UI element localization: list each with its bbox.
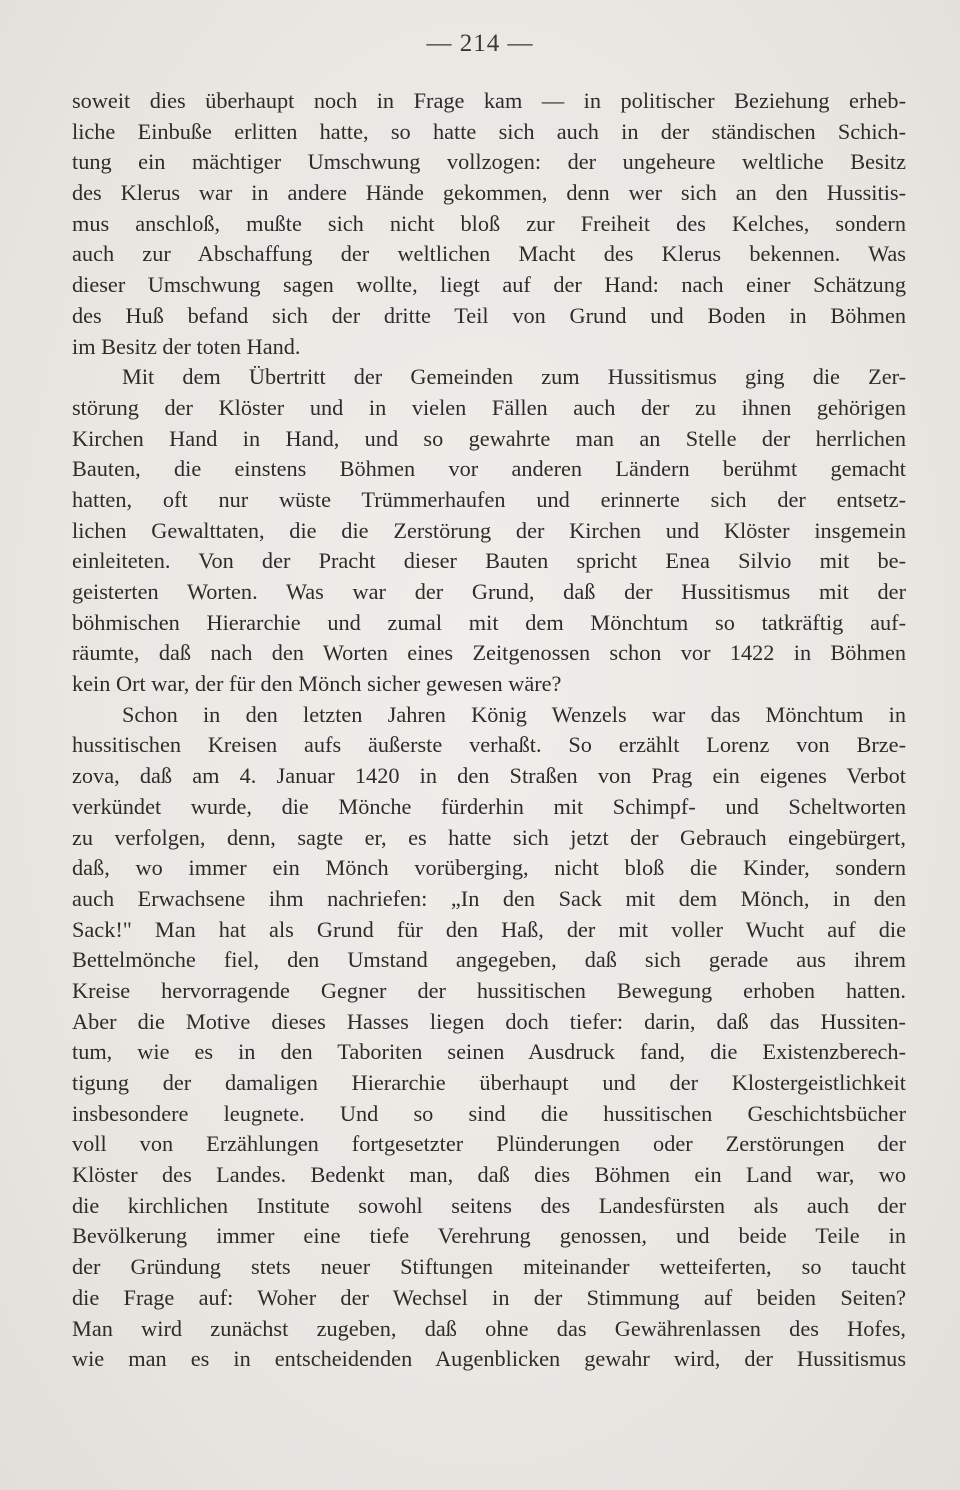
text-line: tigung der damaligen Hierarchie überhaupt und der Klostergeistlichkeit [72, 1070, 906, 1095]
text-line: hatten, oft nur wüste Trümmerhaufen und erinnerte sich der entsetz- [72, 486, 906, 512]
text-line: zova, daß am 4. Januar 1420 in den Straßen von Prag ein eigenes Verbot [72, 763, 906, 789]
paragraph [72, 86, 906, 362]
text-line: zu verfolgen, denn, sagte er, es hatte sich jetzt der Gebrauch eingebürgert, [72, 824, 906, 850]
text-line: soweit dies überhaupt noch in Frage kam — in politischer Beziehung erheb- [72, 88, 906, 113]
text-line: voll von Erzählungen fortgesetzter Plünderungen oder Zerstörungen der [72, 1131, 906, 1157]
text-line: tum, wie es in den Taboriten seinen Ausdruck fand, die Existenzberech- [72, 1039, 906, 1065]
text-line: der Gründung stets neuer Stiftungen miteinander wetteiferten, so taucht [72, 1254, 906, 1280]
text-line: räumte, daß nach den Worten eines Zeitgenossen schon vor 1422 in Böhmen [72, 640, 906, 666]
text-line: einleiteten. Von der Pracht dieser Bauten spricht Enea Silvio mit be- [72, 548, 906, 574]
text-line: Bauten, die einstens Böhmen vor anderen Ländern berühmt gemacht [72, 456, 906, 482]
text-line: störung der Klöster und in vielen Fällen auch der zu ihnen gehörigen [72, 394, 906, 420]
text-line: mus anschloß, mußte sich nicht bloß zur Freiheit des Kelches, sondern [72, 210, 906, 236]
text-line: Bettelmönche fiel, den Umstand angegeben, daß sich gerade aus ihrem [72, 947, 906, 973]
text-line: Bevölkerung immer eine tiefe Verehrung genossen, und beide Teile in [72, 1223, 906, 1249]
text-line: wie man es in entscheidenden Augenblicken gewahr wird, der Hussitismus [72, 1346, 906, 1372]
text-line: auch Erwachsene ihm nachriefen: „In den Sack mit dem Mönch, in den [72, 885, 906, 911]
paragraph [72, 362, 906, 700]
text-line: verkündet wurde, die Mönche fürderhin mit Schimpf- und Scheltworten [72, 793, 906, 819]
text-line: des Huß befand sich der dritte Teil von Grund und Boden in Böhmen [72, 302, 906, 328]
text-line: hussitischen Kreisen aufs äußerste verhaßt. So erzählt Lorenz von Brze- [72, 732, 906, 758]
text-line: Aber die Motive dieses Hasses liegen doch tiefer: darin, daß das Hussiten- [72, 1008, 906, 1034]
text-line: tung ein mächtiger Umschwung vollzogen: der ungeheure weltliche Besitz [72, 149, 906, 175]
page-number: — 214 — [426, 30, 534, 57]
text-line: insbesondere leugnete. Und so sind die hussitischen Geschichtsbücher [72, 1100, 906, 1126]
text-line: Schon in den letzten Jahren König Wenzels war das Mönchtum in [122, 701, 906, 727]
text-line: böhmischen Hierarchie und zumal mit dem Mönchtum so tatkräftig auf- [72, 609, 906, 635]
text-line: Kreise hervorragende Gegner der hussitischen Bewegung erhoben hatten. [72, 977, 906, 1003]
text-line: die Frage auf: Woher der Wechsel in der Stimmung auf beiden Seiten? [72, 1284, 906, 1310]
text-line: Mit dem Übertritt der Gemeinden zum Hussitismus ging die Zer- [122, 364, 906, 390]
text-line: geisterten Worten. Was war der Grund, daß der Hussitismus mit der [72, 579, 906, 604]
text-line: des Klerus war in andere Hände gekommen, denn wer sich an den Hussitis- [72, 180, 906, 206]
text-line: Man wird zunächst zugeben, daß ohne das Gewährenlassen des Hofes, [72, 1315, 906, 1341]
text-line: liche Einbuße erlitten hatte, so hatte sich auch in der ständischen Schich- [72, 118, 906, 144]
text-line: im Besitz der toten Hand. [72, 333, 301, 359]
body-text [72, 86, 906, 1375]
text-line: auch zur Abschaffung der weltlichen Macht des Klerus bekennen. Was [72, 241, 906, 267]
paragraph [72, 700, 906, 1375]
text-line: die kirchlichen Institute sowohl seitens des Landesfürsten als auch der [72, 1192, 906, 1218]
text-line: Sack!" Man hat als Grund für den Haß, der mit voller Wucht auf die [72, 916, 906, 942]
text-line: Klöster des Landes. Bedenkt man, daß dies Böhmen ein Land war, wo [72, 1162, 906, 1188]
text-line: daß, wo immer ein Mönch vorüberging, nicht bloß die Kinder, sondern [72, 855, 906, 881]
text-line: Kirchen Hand in Hand, und so gewahrte man an Stelle der herrlichen [72, 425, 906, 451]
text-line: dieser Umschwung sagen wollte, liegt auf der Hand: nach einer Schätzung [72, 272, 906, 298]
text-line: lichen Gewalttaten, die die Zerstörung der Kirchen und Klöster insgemein [72, 517, 906, 543]
text-line: kein Ort war, der für den Mönch sicher gewesen wäre? [72, 671, 562, 697]
